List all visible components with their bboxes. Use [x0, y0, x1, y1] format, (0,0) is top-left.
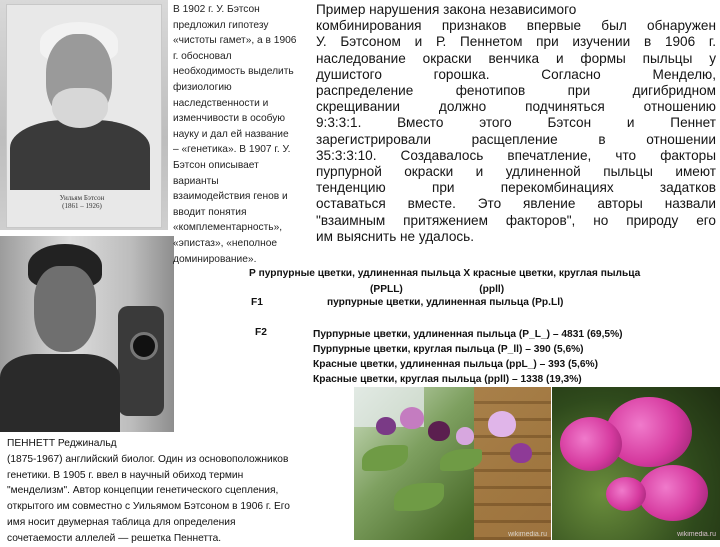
main-paragraph-line: распределение фенотипов при дигибридном	[316, 83, 716, 99]
flower-shape	[400, 407, 424, 429]
portrait-caption-line2: (1861 – 1926)	[62, 202, 102, 210]
bateson-note-line: предложил гипотезу	[173, 19, 269, 31]
main-paragraph-line: Пример нарушения закона независимого	[316, 2, 577, 17]
cross-f2-list	[313, 327, 623, 387]
portrait-caption-line1: Уильям Бэтсон	[59, 194, 105, 202]
bateson-note-line: г. обосновал	[173, 50, 232, 62]
punnett-note-line: "менделизм". Автор концепции генетического сцепления,	[7, 485, 279, 497]
bateson-note-line: взаимодействия генов и	[173, 191, 288, 203]
petal-shape	[638, 465, 708, 521]
punnett-portrait	[0, 236, 174, 432]
bateson-note-line: «комплементарность»,	[173, 222, 283, 234]
photo-watermark: wikimedia.ru	[508, 531, 547, 538]
main-paragraph-line: душистого горошка. Согласно Менделю,	[316, 66, 716, 82]
flower-shape	[488, 411, 516, 437]
f2-item: Пурпурные цветки, круглая пыльца (P_ll) – 390 (5,6%)	[313, 344, 584, 355]
flower-shape	[428, 421, 450, 441]
microscope-body	[118, 306, 164, 416]
f2-item: Пурпурные цветки, удлиненная пыльца (P_L_) – 4831 (69,5%)	[313, 329, 623, 340]
bateson-portrait	[0, 0, 168, 230]
bateson-note-line: – «генетика». В 1907 г. У.	[173, 144, 291, 156]
punnett-note-line: открытого им совместно с Уильямом Бэтсоном в 1906 г. Его	[7, 501, 290, 513]
bateson-note-line: физиологию	[173, 81, 232, 93]
main-paragraph-line: У. Бэтсоном и Р. Пеннетом при изучении в 1906 г.	[316, 34, 716, 50]
petal-shape	[560, 417, 622, 471]
sweet-pea-photo	[354, 387, 551, 540]
f2-item: Красные цветки, удлиненная пыльца (ppL_) – 393 (5,6%)	[313, 359, 598, 370]
pink-sweet-pea-photo	[552, 387, 720, 540]
main-paragraph-line: 35:3:3:10. Создавалось впечатление, что факторы	[316, 147, 716, 163]
bateson-note-line: необходимость выделить	[173, 66, 294, 78]
main-paragraph-line: зарегистрировали расщепление в отношении	[316, 131, 716, 147]
bateson-note-line: «чистоты гамет», а в 1906	[173, 35, 297, 47]
main-paragraph-line: 9:3:3:1. Вместо этого Бэтсон и Пеннет	[316, 115, 716, 131]
f2-item: Красные цветки, круглая пыльца (ppll) – 1338 (19,3%)	[313, 374, 582, 385]
flower-shape	[510, 443, 532, 463]
punnett-portrait-face	[34, 266, 96, 352]
flower-shape	[456, 427, 474, 445]
bateson-note-line: В 1902 г. У. Бэтсон	[173, 4, 260, 15]
bateson-note-line: науку и дал ей название	[173, 128, 289, 140]
photo-wall	[474, 387, 551, 540]
punnett-note	[7, 436, 347, 547]
main-paragraph-line: им выяснить не удалось.	[316, 228, 475, 244]
bateson-note-line: наследственности и	[173, 97, 269, 109]
bateson-note-line: доминирование».	[173, 253, 257, 265]
cross-f2-label: F2	[255, 327, 267, 338]
punnett-portrait-shirt	[0, 354, 120, 432]
portrait-beard	[52, 88, 108, 128]
portrait-coat	[10, 120, 150, 190]
main-paragraph-line: наследование окраски венчика и формы пыльцы у	[316, 50, 716, 66]
cross-f1-text: пурпурные цветки, удлиненная пыльца (Pp.Ll)	[327, 297, 564, 308]
main-paragraph-line: оставаться вместе. Это явление авторы назвали	[316, 196, 716, 212]
cross-parent-genotypes: (PPLL) (ppll)	[370, 284, 505, 295]
bateson-note-line: «эпистаз», «неполное	[173, 237, 278, 249]
punnett-note-line: имя носит двумерная таблица для определения	[7, 516, 236, 528]
microscope-lens	[130, 332, 158, 360]
bateson-note-line: варианты	[173, 175, 219, 187]
cross-parents-line: Р пурпурные цветки, удлиненная пыльца Х красные цветки, круглая пыльца	[249, 268, 641, 279]
main-paragraph-line: комбинирования признаков впервые был обнаружен	[316, 18, 716, 34]
bateson-note	[173, 2, 313, 267]
photo-watermark: wikimedia.ru	[677, 531, 716, 538]
main-paragraph-line: "взаимным притяжением факторов", но природу его	[316, 212, 716, 228]
main-paragraph-line: тенденцию при перекомбинациях задатков	[316, 180, 716, 196]
petal-shape	[606, 477, 646, 511]
main-paragraph-line: скрещивании должно подчиняться отношению	[316, 99, 716, 115]
flower-shape	[376, 417, 396, 435]
punnett-note-line: генетики. В 1905 г. ввел в научный обиход термин	[7, 469, 244, 481]
bateson-note-line: вводит понятия	[173, 206, 247, 218]
punnett-note-line: ПЕННЕТТ Реджинальд	[7, 438, 117, 449]
portrait-caption	[44, 194, 120, 210]
main-paragraph-line: пурпурной окраски и удлиненной пыльцы имеют	[316, 164, 716, 180]
bateson-note-line: изменчивости в особую	[173, 113, 286, 125]
cross-f1-label: F1	[251, 297, 263, 308]
main-paragraph	[316, 2, 716, 245]
punnett-note-line: сочетаемости аллелей — решетка Пеннетта.	[7, 532, 222, 544]
punnett-note-line: (1875-1967) английский биолог. Один из основоположников	[7, 453, 289, 465]
bateson-note-line: Бэтсон описывает	[173, 159, 259, 171]
